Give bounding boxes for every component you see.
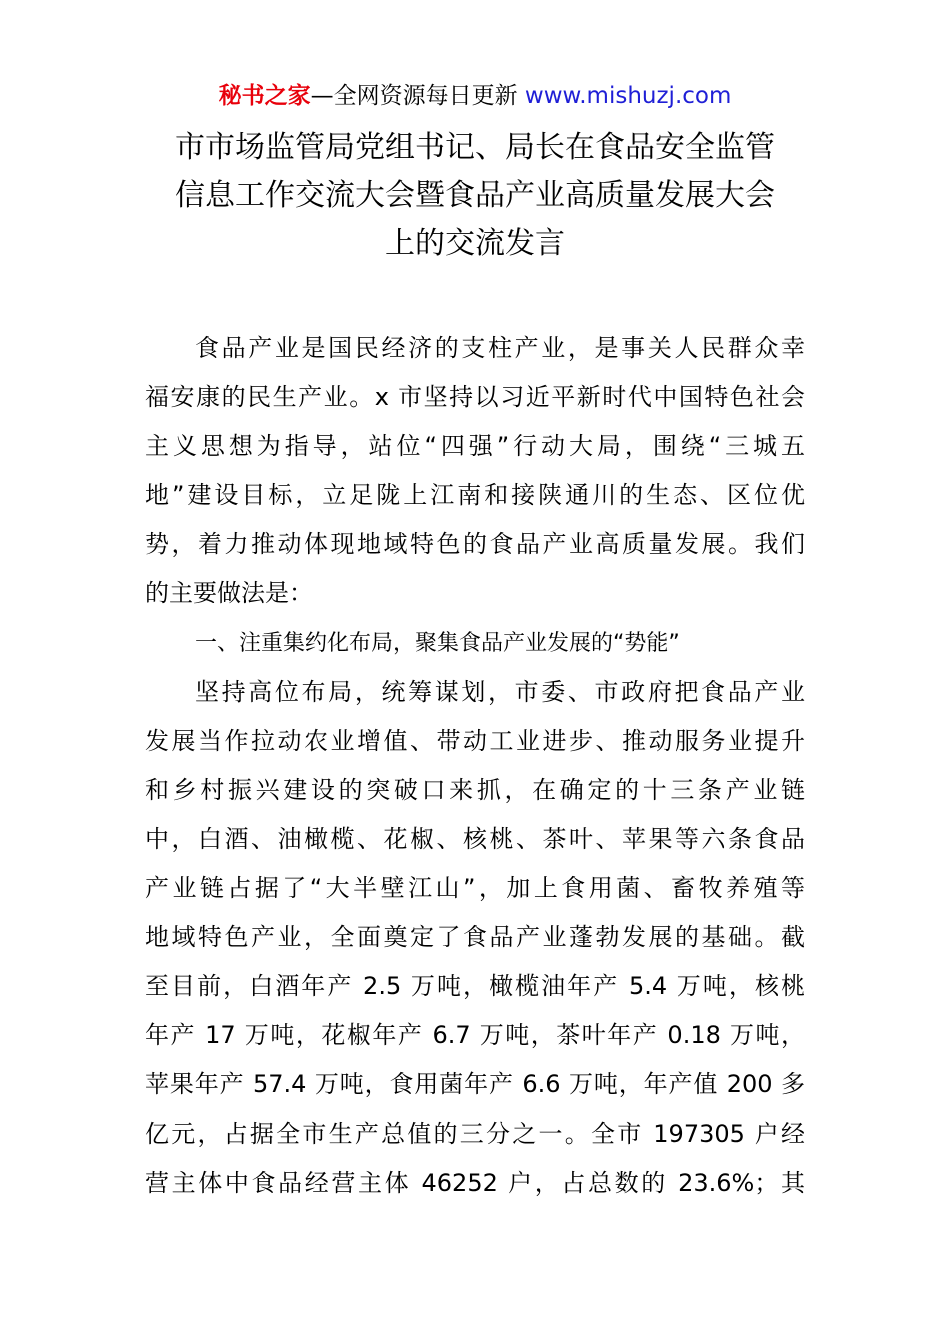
paragraph-line: 的主要做法是：: [145, 579, 313, 608]
site-slogan: —全网资源每日更新: [310, 83, 525, 109]
paragraph-line: 地域特色产业，全面奠定了食品产业蓬勃发展的基础。截: [145, 923, 805, 952]
site-header: [0, 80, 950, 112]
paragraph-line: 坚持高位布局，统筹谋划，市委、市政府把食品产业: [195, 677, 805, 706]
document-title: [145, 124, 805, 268]
paragraph-line: 亿元，占据全市生产总值的三分之一。全市 197305 户经: [145, 1119, 805, 1148]
paragraph-line: 至目前，白酒年产 2.5 万吨，橄榄油年产 5.4 万吨，核桃: [145, 972, 805, 1001]
section-heading: 一、注重集约化布局，聚集食品产业发展的“势能”: [195, 630, 680, 656]
document-body: [145, 324, 805, 1208]
site-url-link[interactable]: www.mishuzj.com: [524, 83, 732, 109]
paragraph-line: 主义思想为指导，站位“四强”行动大局，围绕“三城五: [145, 432, 805, 461]
paragraph-line: 苹果年产 57.4 万吨，食用菌年产 6.6 万吨，年产值 200 多: [145, 1070, 805, 1099]
paragraph-line: 中，白酒、油橄榄、花椒、核桃、茶叶、苹果等六条食品: [145, 824, 805, 853]
paragraph-line: 势，着力推动体现地域特色的食品产业高质量发展。我们: [145, 530, 805, 559]
paragraph-line: 发展当作拉动农业增值、带动工业进步、推动服务业提升: [145, 726, 805, 755]
paragraph-line: 食品产业是国民经济的支柱产业，是事关人民群众幸: [195, 334, 805, 362]
paragraph-line: 年产 17 万吨，花椒年产 6.7 万吨，茶叶年产 0.18 万吨，: [145, 1021, 805, 1050]
title-line-2: 信息工作交流大会暨食品产业高质量发展大会: [175, 178, 775, 213]
title-line-3: 上的交流发言: [385, 226, 565, 261]
paragraph-line: 地”建设目标，立足陇上江南和接陕通川的生态、区位优: [145, 481, 805, 510]
paragraph-line: 和乡村振兴建设的突破口来抓，在确定的十三条产业链: [145, 775, 805, 804]
title-line-1: 市市场监管局党组书记、局长在食品安全监管: [175, 130, 775, 165]
paragraph-line: 产业链占据了“大半壁江山”，加上食用菌、畜牧养殖等: [145, 874, 805, 903]
paragraph-line: 营主体中食品经营主体 46252 户，占总数的 23.6%；其: [145, 1168, 805, 1197]
site-brand: 秘书之家: [218, 83, 311, 109]
paragraph-line: 福安康的民生产业。x 市坚持以习近平新时代中国特色社会: [145, 383, 805, 412]
